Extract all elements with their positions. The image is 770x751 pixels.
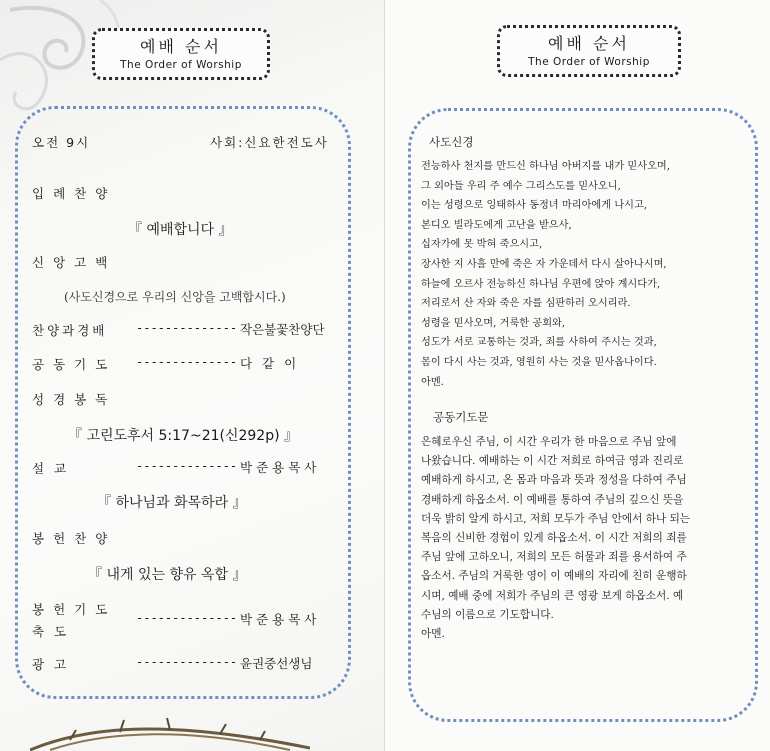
confession-label: 신앙고백 (32, 255, 117, 270)
creed-line: 전능하사 천지를 만드신 하나님 아버지를 내가 믿사오며, (421, 161, 671, 172)
offering-title: 『 내게 있는 향유 옥합 』 (88, 567, 247, 583)
prayer-line: 수님의 이름으로 기도합니다. (421, 608, 554, 621)
announcements-dash: -------------- (136, 655, 238, 669)
creed-line: 장사한 지 사흘 만에 죽은 자 가운데서 다시 살아나시며, (421, 258, 667, 270)
prayer-line: 주님 앞에 고하오니, 저희의 모든 허물과 죄를 용서하여 주 (421, 551, 687, 564)
reading-label: 성경봉독 (32, 392, 117, 407)
prayer-line: 나왔습니다. 예배하는 이 시간 저희로 하여금 영과 진리로 (421, 455, 684, 468)
creed-text (421, 157, 746, 392)
right-title-korean: 예배 순서 (548, 34, 630, 53)
prayer-dash: -------------- (136, 355, 238, 369)
creed-line: 본디오 빌라도에게 고난을 받으사, (421, 219, 572, 231)
creed-line: 아멘. (421, 376, 444, 388)
sermon-label: 설 교 (32, 461, 70, 476)
offering-hymn-label: 봉헌찬양 (32, 531, 117, 546)
prayer-leader: 다 같 이 (240, 356, 300, 371)
benediction-label: 축 도 (32, 624, 70, 639)
left-title-korean: 예배 순서 (140, 37, 222, 56)
sermon-title: 『 하나님과 화목하라 』 (97, 495, 247, 511)
prayer-line: 복음의 신비한 경험이 있게 하옵소서. 이 시간 저희의 죄를 (421, 531, 687, 544)
prayer-line: 은혜로우신 주님, 이 시간 우리가 한 마음으로 주님 앞에 (421, 436, 677, 448)
creed-line: 성도가 서로 교통하는 것과, 죄를 사하여 주시는 것과, (421, 337, 657, 349)
right-title-english: The Order of Worship (528, 56, 650, 68)
prayer-line: 더욱 밝히 알게 하시고, 저희 모두가 주님 안에서 하나 되는 (421, 512, 691, 525)
confession-note: (사도신경으로 우리의 신앙을 고백합시다.) (64, 290, 286, 304)
creed-heading: 사도신경 (429, 135, 474, 149)
creed-line: 몸이 다시 사는 것과, 영원히 사는 것을 믿사옵나이다. (421, 356, 657, 368)
creed-line: 하늘에 오르사 전능하신 하나님 우편에 앉아 계시다가, (421, 278, 661, 290)
sermon-dash: -------------- (136, 459, 238, 473)
prayer-line: 옵소서. 주님의 거룩한 영이 이 예배의 자리에 친히 운행하 (421, 570, 687, 583)
creed-line: 이는 성령으로 잉태하사 동정녀 마리아에게 나시고, (421, 200, 648, 212)
left-title-english: The Order of Worship (120, 59, 242, 71)
prayer-heading: 공동기도문 (433, 410, 489, 424)
offering-leader: 박준용목사 (240, 612, 321, 627)
page-fold (384, 0, 385, 751)
praise-label: 찬양과경배 (32, 323, 108, 338)
prayer-line: 예배하게 하시고, 온 몸과 마음과 뜻과 정성을 다하여 주님 (421, 474, 687, 487)
presider: 사회:신요한전도사 (210, 135, 329, 150)
creed-line: 그 외아들 우리 주 예수 그리스도를 믿사오니, (421, 180, 621, 192)
prayer-line: 시며, 예배 중에 저희가 주님의 큰 영광 보게 하옵소서. 예 (421, 589, 684, 602)
offering-dash: -------------- (136, 611, 238, 625)
prelude-hymn-label: 입례찬양 (32, 186, 117, 201)
offering-prayer-label: 봉헌기도 (32, 602, 117, 617)
praise-dash: -------------- (136, 321, 238, 335)
creed-line: 저리로서 산 자와 죽은 자를 심판하러 오시리라. (421, 298, 631, 310)
praise-leader: 작은불꽃찬양단 (240, 322, 325, 337)
announcements-label: 광 고 (32, 657, 70, 672)
right-title-box (497, 25, 681, 77)
crown-of-thorns-ornament (30, 700, 310, 751)
service-time: 오전 9시 (32, 135, 91, 150)
prayer-text (421, 433, 753, 644)
left-title-box (92, 28, 270, 80)
creed-line: 성령을 믿사오며, 거룩한 공회와, (421, 317, 566, 329)
prayer-line: 경배하게 하옵소서. 이 예배를 통하여 주님의 깊으신 뜻을 (421, 493, 684, 506)
creed-line: 십자가에 못 박혀 죽으시고, (421, 239, 543, 251)
announcements-leader: 윤권중선생님 (240, 656, 313, 671)
sermon-leader: 박준용목사 (240, 460, 321, 475)
opening-title: 『 예배합니다 』 (128, 222, 233, 238)
reading-reference: 『 고린도후서 5:17~21(신292p) 』 (68, 428, 299, 444)
prayer-label: 공동기도 (32, 357, 117, 372)
prayer-line: 아멘. (421, 627, 445, 640)
